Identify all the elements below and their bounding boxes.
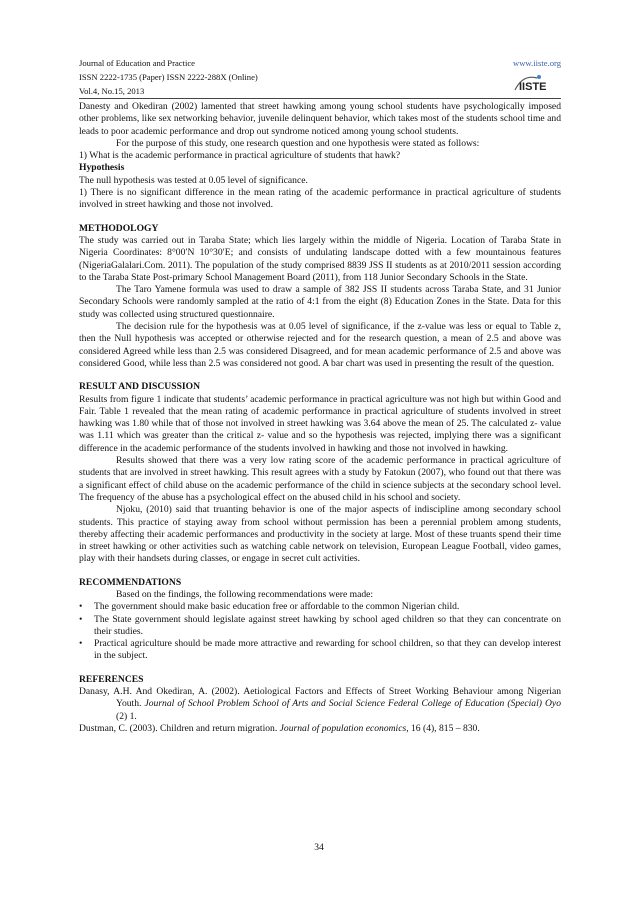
iiste-logo (513, 70, 561, 92)
paragraph: Based on the findings, the following recommendations were made: (116, 588, 374, 600)
list-item (79, 601, 561, 613)
list-item (79, 614, 561, 639)
journal-volume: Vol.4, No.15, 2013 (79, 86, 145, 96)
list-item (79, 638, 561, 663)
list-item-text: The State government should legislate against street hawking by school aged children so that they can concentrate on their studies. (94, 613, 561, 637)
hypothesis-statement: 1) There is no significant difference in the mean rating of the academic performance in practical agriculture of students involved in street hawking and those not involved. (79, 187, 561, 211)
section-heading-references: REFERENCES (79, 673, 144, 685)
paragraph: The study was carried out in Taraba State; which lies largely within the middle of Nigeria. Location of Taraba State in Nigeria Coordinates: 8°00′N 10°30′E; and consists of undulating landscape dotted with a few mountainous features (NigeriaGalalari.Com. 2011). The population of the study comprised 8839 JSS II students as at 2010/2011 session according to the Taraba State Post-primary School Management Board (2011), from 118 Junior Secondary Schools in the State. (79, 234, 561, 283)
paragraph: Results showed that there was a very low rating score of the academic performance in practical agriculture of students that are involved in street hawking. This result agrees with a study by Fatokun (2007), who found out that there was a significant effect of child abuse on the academic performance of the child in science subjects at the secondary school level. The frequency of the abuse has a psychological effect on the abused child in his school and society. (79, 455, 561, 503)
paragraph: The null hypothesis was tested at 0.05 level of significance. (79, 174, 308, 186)
header-divider (79, 98, 561, 99)
list-item-text: Practical agriculture should be made more attractive and rewarding for school children, so that they can develop interest in the subject. (94, 638, 561, 662)
logo-text: IISTE (519, 81, 547, 92)
journal-issn: ISSN 2222-1735 (Paper) ISSN 2222-288X (Online) (79, 72, 258, 82)
paragraph: Njoku, (2010) said that truanting behavior is one of the major aspects of indiscipline among secondary school students. This practice of staying away from school without permission has been a perennial problem among students, thereby affecting their academic performances and productivity in the society at large. Most of these truants spend their time in street hawking or other activities such as watching cable network on television, European League Football, video games, play with their handsets during classes, or engage in secret cult activities. (79, 504, 561, 565)
paragraph: Results from figure 1 indicate that students’ academic performance in practical agriculture was not high but within Good and Fair. Table 1 revealed that the mean rating of academic performance in practical agriculture of students involved in street hawking was 1.80 while that of those not involved in street hawking was 3.64 above the mean of 25. The calculated z- value was 1.11 which was greater than the critical z- value and so the hypothesis was rejected, implying there was a significant difference in the academic performance of the students involved in hawking and those not involved in hawking. (79, 393, 561, 454)
section-heading-methodology: METHODOLOGY (79, 222, 159, 234)
page-number: 34 (314, 842, 324, 853)
paragraph: For the purpose of this study, one research question and one hypothesis were stated as follows: (116, 137, 480, 149)
paragraph: The decision rule for the hypothesis was at 0.05 level of significance, if the z-value was less or equal to Table z, then the Null hypothesis was accepted or otherwise rejected and for the research question, a mean of 2.5 and above was considered Agreed while less than 2.5 was considered Disagreed, and for mean academic performance of 2.5 and above was considered Good, while less than 2.5 was considered not good. A bar chart was used in presenting the result of the question. (79, 321, 561, 369)
section-heading-results: RESULT AND DISCUSSION (79, 381, 201, 393)
paragraph: Danesty and Okediran (2002) lamented that street hawking among young school students have psychologically imposed other problems, like sex networking behavior, juvenile delinquent behavior, which takes most of the students school time and leads to poor academic performance and drop out syndrome noticed among young school students. (79, 101, 561, 137)
bullet-icon: • (79, 601, 83, 613)
reference-entry: Danasy, A.H. And Okediran, A. (2002). Aetiological Factors and Effects of Street Working Behaviour among Nigerian Youth. Journal of School Problem School of Arts and Social Science Federal College of Education (Special) Oyo (2) 1. (79, 686, 561, 722)
journal-header (79, 56, 561, 98)
research-question: 1) What is the academic performance in practical agriculture of students that hawk? (79, 150, 401, 162)
section-heading-hypothesis: Hypothesis (79, 162, 125, 174)
journal-title: Journal of Education and Practice (79, 58, 195, 68)
bullet-icon: • (79, 638, 83, 650)
paragraph: The Taro Yamene formula was used to draw a sample of 382 JSS II students across Taraba State, and 31 Junior Secondary Schools were randomly sampled at the ratio of 4:1 from the eight (8) Education Zones in the State. Data for this study was collected using structured questionnaire. (79, 284, 561, 320)
reference-entry: Dustman, C. (2003). Children and return migration. Journal of population economics, 16 (4), 815 – 830. (79, 722, 480, 734)
article-body (79, 101, 561, 735)
section-heading-recommendations: RECOMMENDATIONS (79, 576, 182, 588)
bullet-icon: • (79, 613, 83, 625)
list-item-text: The government should make basic education free or affordable to the common Nigerian child. (94, 601, 460, 613)
journal-url-link[interactable]: www.iiste.org (513, 58, 561, 68)
